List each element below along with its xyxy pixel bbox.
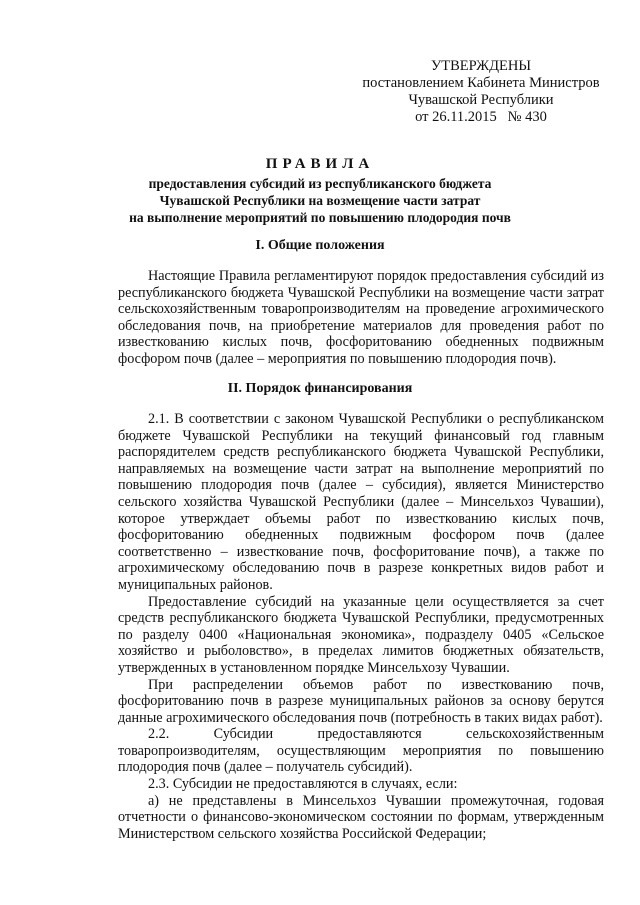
title-line-1: предоставления субсидий из республиканского бюджета xyxy=(148,176,492,191)
approval-line-3: Чувашской Республики xyxy=(408,92,554,108)
approval-line-4: от 26.11.2015 № 430 xyxy=(415,109,547,125)
title-heading: ПРАВИЛА xyxy=(265,156,375,172)
paragraph-funding-source: Предоставление субсидий на указанные цели осуществляется за счет средств республиканского бюджета Чувашской Республики, предусмотренных по разделу 0400 «Национальная экономика», подразделу 0405 «Сельское хозяйство и рыболовство», в пределах лимитов бюджетных обязательств, утвержденных в установленном порядке Минсельхозу Чувашии. xyxy=(118,593,604,676)
approval-line-2: постановлением Кабинета Министров xyxy=(362,75,600,91)
title-line-2: Чувашской Республики на возмещение части затрат xyxy=(159,193,481,208)
section-1-body xyxy=(118,268,604,368)
paragraph-2-2: 2.2. Субсидии предоставляются сельскохозяйственным товаропроизводителям, осуществляющим мероприятия по повышению плодородия почв (далее – получатель субсидий). xyxy=(118,726,604,776)
approval-line-1: УТВЕРЖДЕНЫ xyxy=(430,58,532,74)
paragraph-2-1: 2.1. В соответствии с законом Чувашской Республики о республиканском бюджете Чувашской Республики на текущий финансовый год главным распорядителем средств республиканского бюджета Чувашской Республики, направляемых на возмещение части затрат на выполнение мероприятий по повышению плодородия почв (далее – субсидия), является Министерство сельского хозяйства Чувашской Республики (далее – Минсельхоз Чувашии), которое утверждает объемы работ по известкованию кислых почв, фосфоритованию обедненных подвижным фосфором почв (далее соответственно – известкование почв, фосфоритование почв), а также по агрохимическому обследованию почв в разрезе конкретных видов работ и муниципальных районов. xyxy=(118,411,604,593)
section-1-heading: I. Общие положения xyxy=(255,238,385,253)
title-line-3: на выполнение мероприятий по повышению плодородия почв xyxy=(129,210,511,225)
paragraph-2-3: 2.3. Субсидии не предоставляются в случаях, если: xyxy=(148,776,458,793)
section-1-paragraph: Настоящие Правила регламентируют порядок предоставления субсидий из республиканского бюджета Чувашской Республики на возмещение части затрат сельскохозяйственным товаропроизводителям на проведение агрохимического обследования почв, на приобретение материалов для проведения работ по известкованию кислых почв, фосфоритованию обедненных подвижным фосфором почв (далее – мероприятия по повышению плодородия почв). xyxy=(118,268,604,367)
paragraph-2-3-a: а) не представлены в Минсельхоз Чувашии промежуточная, годовая отчетности о финансово-экономическом состоянии по формам, утвержденным Министерством сельского хозяйства Российской Федерации; xyxy=(118,792,604,842)
approval-stamp xyxy=(356,58,606,126)
paragraph-distribution: При распределении объемов работ по известкованию почв, фосфоритованию почв в разрезе муниципальных районов за основу берутся данные агрохимического обследования почв (потребность в таких видах работ). xyxy=(118,676,604,726)
section-2-heading: II. Порядок финансирования xyxy=(227,381,413,396)
document-title xyxy=(110,155,530,226)
section-2-body xyxy=(118,411,604,842)
